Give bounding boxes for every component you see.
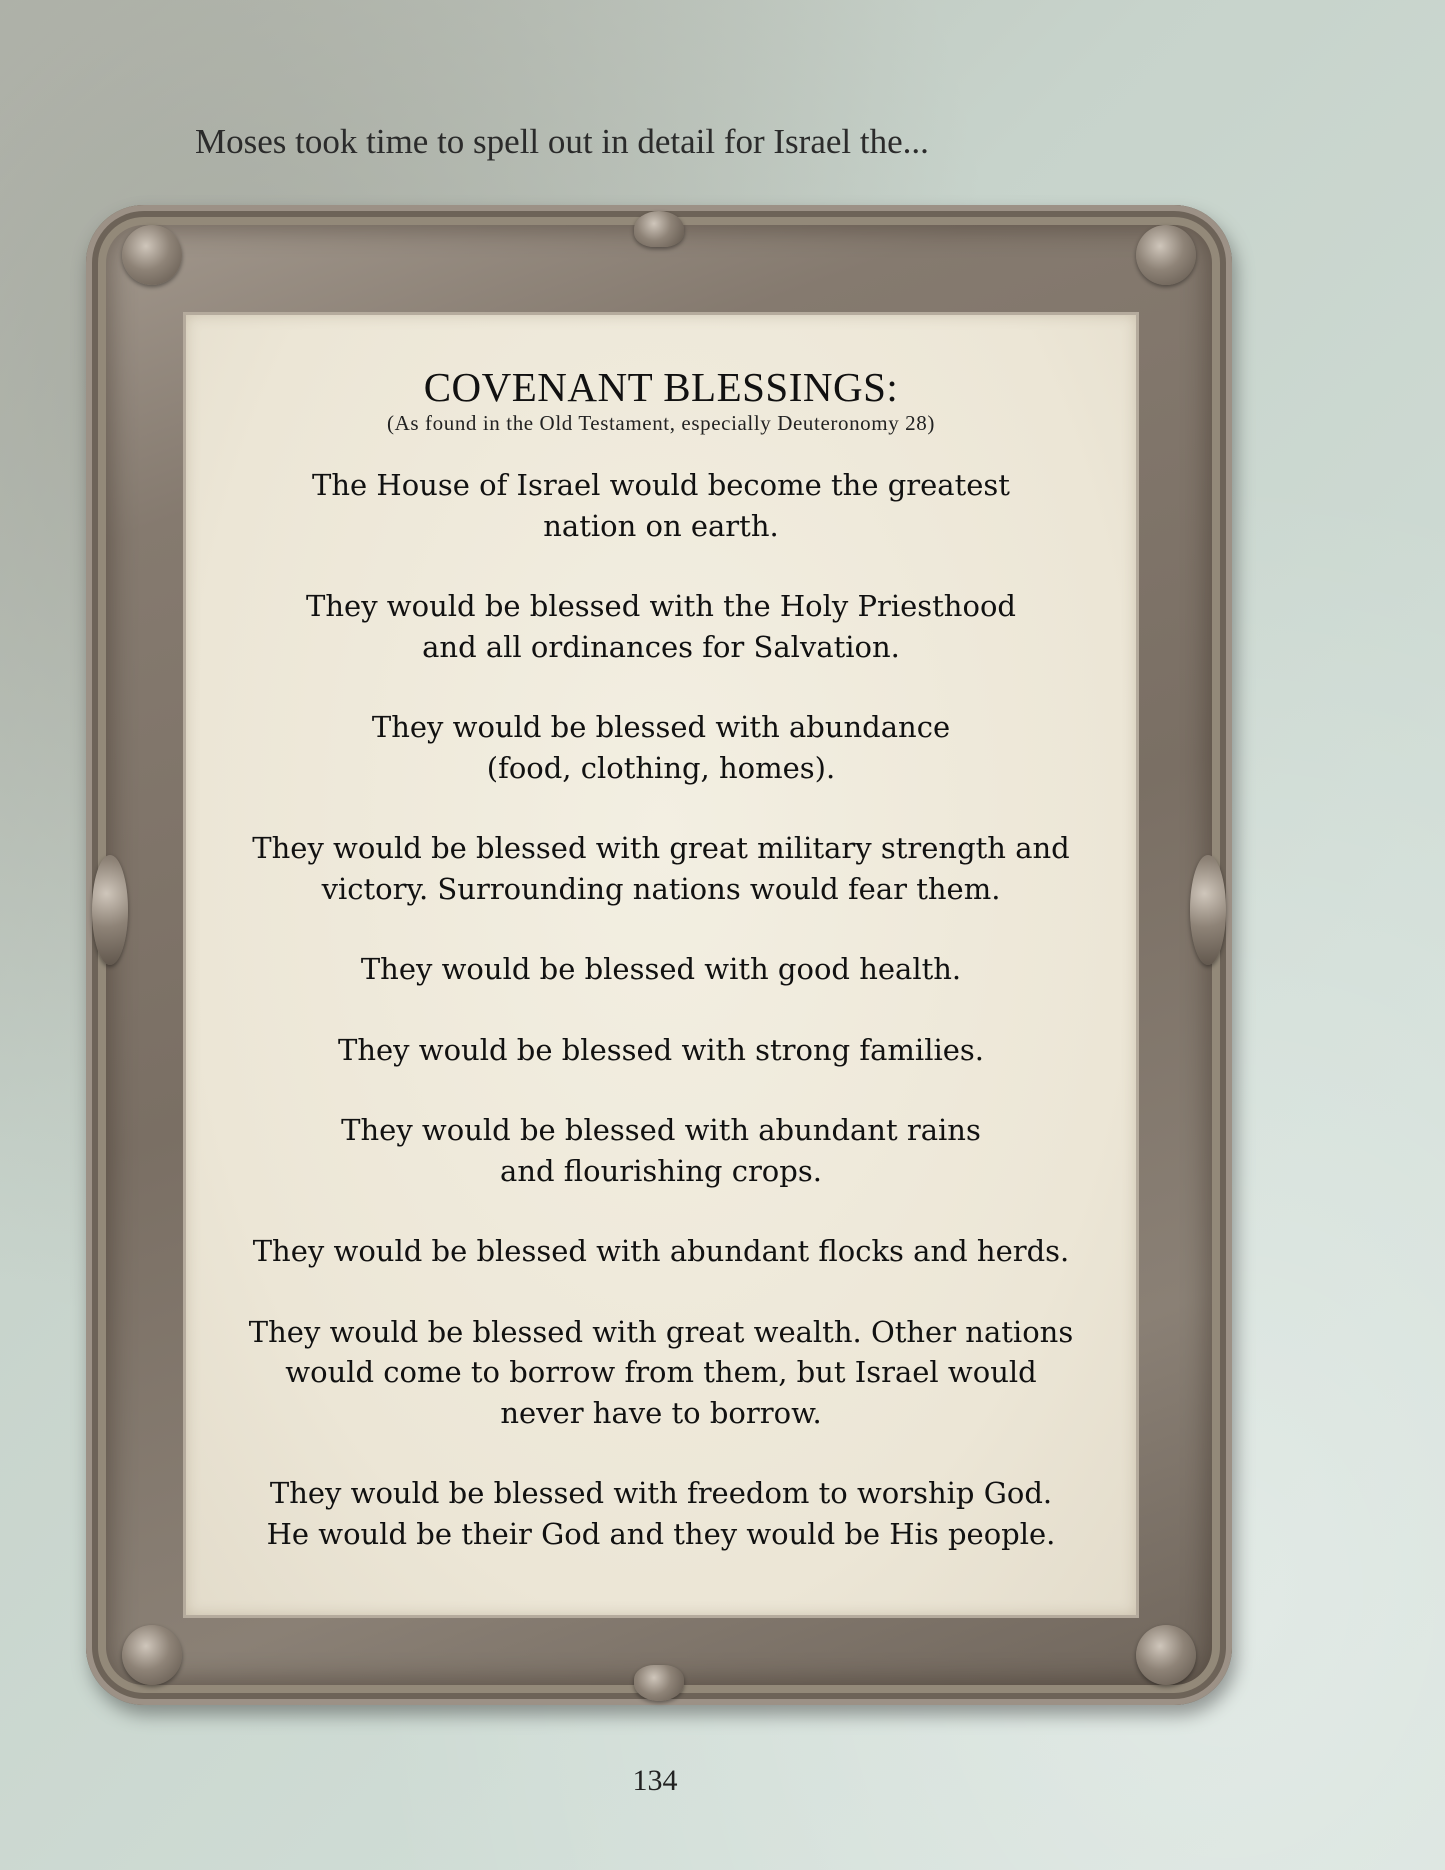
blessing-line: They would be blessed with strong families.: [337, 1032, 985, 1067]
blessing-line: victory. Surrounding nations would fear them.: [321, 871, 1001, 906]
blessing-line: They would be blessed with abundance: [371, 710, 951, 744]
blessing-line: He would be their God and they would be His people.: [266, 1516, 1056, 1551]
panel-title: COVENANT BLESSINGS:: [423, 364, 899, 410]
parchment-panel: [186, 315, 1136, 1615]
blessing-item: [186, 465, 1136, 546]
blessings-list: [186, 465, 1136, 1594]
blessing-line: and all ordinances for Salvation.: [422, 629, 900, 664]
blessing-line: They would be blessed with freedom to worship God.: [269, 1476, 1053, 1510]
frame-scroll-ornament-icon: [1136, 1625, 1196, 1685]
frame-top-ornament-icon: [634, 211, 684, 247]
blessing-item: [186, 707, 1136, 788]
blessing-item: [186, 1473, 1136, 1554]
blessing-line: They would be blessed with abundant flocks and herds.: [252, 1234, 1070, 1268]
blessing-item: [186, 1110, 1136, 1191]
blessing-line: would come to borrow from them, but Israel would: [285, 1355, 1037, 1389]
blessing-line: They would be blessed with the Holy Priesthood: [306, 589, 1016, 623]
frame-bottom-ornament-icon: [634, 1665, 684, 1701]
frame-scroll-ornament-icon: [122, 225, 182, 285]
frame-scroll-ornament-icon: [122, 1625, 182, 1685]
blessing-line: They would be blessed with great wealth. Other nations: [248, 1314, 1074, 1349]
frame-left-ornament-icon: [92, 855, 128, 965]
blessing-item: [186, 1312, 1136, 1434]
frame-right-ornament-icon: [1190, 855, 1226, 965]
blessing-line: nation on earth.: [543, 508, 779, 543]
blessing-line: They would be blessed with abundant rains: [341, 1113, 981, 1147]
panel-subtitle: (As found in the Old Testament, especially Deuteronomy 28): [387, 411, 935, 435]
blessing-item: [186, 828, 1136, 909]
blessing-line: The House of Israel would become the greatest: [312, 468, 1010, 502]
blessing-line: They would be blessed with good health.: [360, 952, 962, 986]
blessing-item: [186, 586, 1136, 667]
intro-text: Moses took time to spell out in detail for Israel the...: [195, 122, 929, 161]
blessing-line: never have to borrow.: [500, 1395, 822, 1430]
blessing-line: They would be blessed with great military strength and: [252, 831, 1070, 865]
blessing-item: [186, 949, 1136, 990]
frame-scroll-ornament-icon: [1136, 225, 1196, 285]
blessing-line: and flourishing crops.: [500, 1153, 822, 1188]
blessing-line: (food, clothing, homes).: [486, 750, 836, 785]
blessing-item: [186, 1030, 1136, 1071]
blessing-item: [186, 1231, 1136, 1272]
page-number: 134: [632, 1764, 678, 1797]
